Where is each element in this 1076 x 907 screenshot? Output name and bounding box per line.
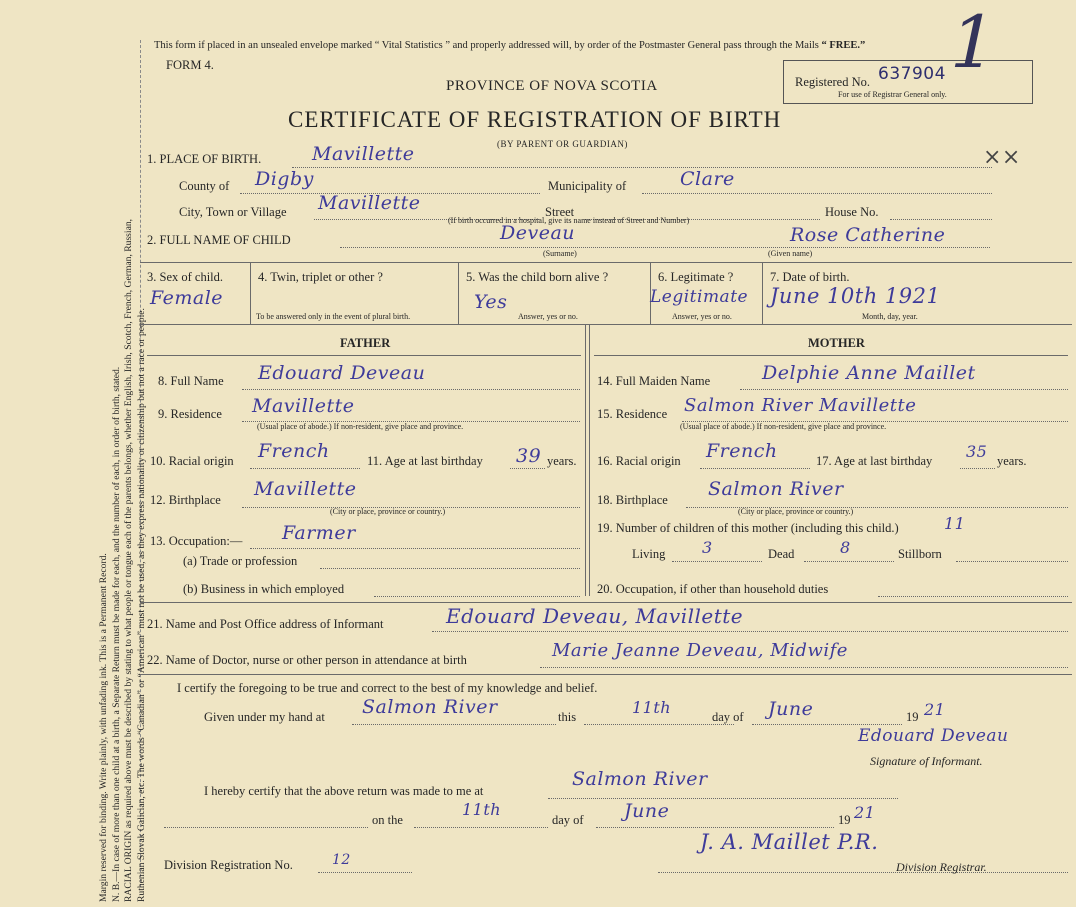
legitimate-label: 6. Legitimate ? xyxy=(658,270,734,284)
registrar-month-value: June xyxy=(624,800,670,822)
mother-age-line xyxy=(960,468,995,469)
mother-age-label: 17. Age at last birthday xyxy=(816,454,933,468)
margin-line-2: N. B.—In case of more than one child at a birth, a Separate Return must be made for each, and the number of each, in order of birth, stated. xyxy=(110,366,122,902)
row3-top-rule xyxy=(140,262,1072,263)
place-of-birth-line xyxy=(292,167,992,168)
alive-note: Answer, yes or no. xyxy=(518,312,578,321)
parents-divider xyxy=(585,324,586,596)
corner-mark: 1 xyxy=(941,0,1006,84)
child-surname-caption: (Surname) xyxy=(543,249,577,258)
municipality-line xyxy=(642,193,992,194)
registrar-day-line xyxy=(414,827,548,828)
doctor-label: 22. Name of Doctor, nurse or other person in attendance at birth xyxy=(147,653,467,667)
corner-scribble: ×× xyxy=(983,145,1021,170)
doctor-value: Marie Jeanne Deveau, Midwife xyxy=(552,640,848,661)
father-business-line xyxy=(374,596,580,597)
sex-value: Female xyxy=(150,287,224,309)
margin-instructions xyxy=(98,22,148,902)
registrar-place-value: Salmon River xyxy=(572,768,708,790)
division-line xyxy=(318,872,412,873)
street-label: Street xyxy=(545,205,575,219)
mother-racial-line xyxy=(700,468,810,469)
registrar-statement: I hereby certify that the above return was made to me at xyxy=(204,784,484,798)
given-day-label: day of xyxy=(712,710,744,724)
mother-living-value: 3 xyxy=(702,538,713,557)
registrar-year-prefix: 19 xyxy=(838,813,851,827)
mother-occupation-label: 20. Occupation, if other than household duties xyxy=(597,582,829,596)
father-birthplace-note: (City or place, province or country.) xyxy=(330,507,446,516)
division-label: Division Registration No. xyxy=(164,858,293,872)
alive-label: 5. Was the child born alive ? xyxy=(466,270,609,284)
registrar-lead-line xyxy=(164,827,368,828)
given-month-value: June xyxy=(768,698,814,720)
division-caption: Division Registrar. xyxy=(896,860,987,874)
place-of-birth-value: Mavillette xyxy=(312,143,415,165)
legitimate-value: Legitimate xyxy=(650,287,749,307)
informant-signature: Edouard Deveau xyxy=(858,726,1009,746)
given-this-label: this xyxy=(558,710,577,724)
given-label: Given under my hand at xyxy=(204,710,325,724)
father-residence-note: (Usual place of abode.) If non-resident, give place and province. xyxy=(257,422,464,431)
father-residence-label: 9. Residence xyxy=(158,407,222,421)
mother-stillborn-line xyxy=(956,561,1068,562)
father-birthplace-label: 12. Birthplace xyxy=(150,493,221,507)
birth-date-label: 7. Date of birth. xyxy=(770,270,850,284)
father-racial-line xyxy=(250,468,360,469)
certify-statement: I certify the foregoing to be true and correct to the best of my knowledge and belief. xyxy=(177,681,598,695)
father-occupation-value: Farmer xyxy=(282,522,356,544)
father-heading: FATHER xyxy=(340,336,391,350)
postal-note xyxy=(154,40,865,51)
given-place-value: Salmon River xyxy=(362,696,498,718)
mother-age-value: 35 xyxy=(966,442,988,461)
father-birthplace-value: Mavillette xyxy=(254,478,357,500)
margin-line-3: RACIAL ORIGIN as required above must be described by stating to what people or tongue each of the parents belongs, whether English, Irish, Scotch, French, German, Russian, xyxy=(123,218,134,902)
row3-divider-1 xyxy=(250,262,251,324)
twin-label: 4. Twin, triplet or other ? xyxy=(258,270,383,284)
alive-value: Yes xyxy=(474,291,508,313)
page-subtitle: (BY PARENT OR GUARDIAN) xyxy=(497,139,628,149)
mother-dead-label: Dead xyxy=(768,547,795,561)
municipality-value: Clare xyxy=(680,168,735,190)
twin-note: To be answered only in the event of plural birth. xyxy=(256,312,411,321)
father-age-label: 11. Age at last birthday xyxy=(367,454,483,468)
registrar-year-value: 21 xyxy=(854,803,876,822)
informant-label: 21. Name and Post Office address of Informant xyxy=(147,617,384,631)
child-name-line xyxy=(340,247,990,248)
mother-occupation-line xyxy=(878,596,1068,597)
mother-racial-value: French xyxy=(706,440,778,462)
given-year-prefix: 19 xyxy=(906,710,919,724)
county-label: County of xyxy=(179,179,230,193)
mother-name-line xyxy=(740,389,1068,390)
mother-living-label: Living xyxy=(632,547,666,561)
house-line xyxy=(890,219,992,220)
hospital-note: (If birth occurred in a hospital, give its name instead of Street and Number) xyxy=(448,216,690,225)
legitimate-note: Answer, yes or no. xyxy=(672,312,732,321)
municipality-label: Municipality of xyxy=(548,179,627,193)
city-label: City, Town or Village xyxy=(179,205,287,219)
father-racial-label: 10. Racial origin xyxy=(150,454,234,468)
signature-caption: Signature of Informant. xyxy=(870,754,983,768)
mother-children-value: 11 xyxy=(944,514,966,533)
certify-top-rule xyxy=(140,674,1072,675)
registrar-day-value: 11th xyxy=(462,800,502,819)
postal-note-text: This form if placed in an unsealed envelope marked “ Vital Statistics ” and properly addressed will, by order of the Postmaster General pass through the Mails xyxy=(154,40,819,51)
mother-residence-label: 15. Residence xyxy=(597,407,668,421)
father-business-label: (b) Business in which employed xyxy=(183,582,345,596)
mother-living-line xyxy=(672,561,762,562)
mother-name-label: 14. Full Maiden Name xyxy=(597,374,711,388)
given-day-value: 11th xyxy=(632,698,672,717)
doctor-line xyxy=(540,667,1068,668)
sex-label: 3. Sex of child. xyxy=(147,270,224,284)
father-trade-line xyxy=(320,568,580,569)
place-of-birth-label: 1. PLACE OF BIRTH. xyxy=(147,152,262,166)
child-surname-value: Deveau xyxy=(500,222,576,244)
parents-divider-2 xyxy=(589,324,590,596)
mother-birthplace-note: (City or place, province or country.) xyxy=(738,507,854,516)
page-title: CERTIFICATE OF REGISTRATION OF BIRTH xyxy=(288,107,782,132)
registrar-use-note: For use of Registrar General only. xyxy=(838,90,947,99)
father-racial-value: French xyxy=(258,440,330,462)
mother-racial-label: 16. Racial origin xyxy=(597,454,681,468)
province-heading: PROVINCE OF NOVA SCOTIA xyxy=(446,78,658,94)
registrar-day-label: day of xyxy=(552,813,584,827)
child-given-caption: (Given name) xyxy=(768,249,813,258)
registrar-place-line xyxy=(548,798,898,799)
father-age-line xyxy=(510,468,545,469)
father-residence-value: Mavillette xyxy=(252,395,355,417)
city-value: Mavillette xyxy=(318,192,421,214)
mother-residence-value: Salmon River Mavillette xyxy=(684,395,917,416)
mother-heading: MOTHER xyxy=(808,336,865,350)
division-value: 12 xyxy=(332,852,351,868)
margin-line-1: Margin reserved for binding. Write plainly, with unfading ink. This is a Permanent Record. xyxy=(98,553,109,902)
father-name-line xyxy=(242,389,580,390)
birth-date-value: June 10th 1921 xyxy=(770,284,941,308)
mother-birthplace-value: Salmon River xyxy=(708,478,844,500)
registrar-month-line xyxy=(596,827,834,828)
house-label: House No. xyxy=(825,205,879,219)
row3-divider-4 xyxy=(762,262,763,324)
registrar-on-label: on the xyxy=(372,813,403,827)
registrar-signature-line xyxy=(658,872,1068,873)
county-value: Digby xyxy=(255,168,314,190)
registered-label: Registered No. xyxy=(795,75,870,89)
mother-stillborn-label: Stillborn xyxy=(898,547,942,561)
row3-divider-2 xyxy=(458,262,459,324)
informant-value: Edouard Deveau, Mavillette xyxy=(446,604,744,628)
birth-date-note: Month, day, year. xyxy=(862,312,918,321)
father-age-value: 39 xyxy=(516,445,542,467)
father-occupation-line xyxy=(250,548,580,549)
informant-line xyxy=(432,631,1068,632)
form-number: FORM 4. xyxy=(166,58,214,72)
registered-number: 637904 xyxy=(878,64,946,84)
mother-dead-value: 8 xyxy=(840,538,851,557)
father-trade-label: (a) Trade or profession xyxy=(183,554,298,568)
mother-heading-rule xyxy=(594,355,1068,356)
row3-bottom-rule xyxy=(140,324,1072,325)
given-month-line xyxy=(752,724,902,725)
mother-birthplace-label: 18. Birthplace xyxy=(597,493,668,507)
father-name-value: Edouard Deveau xyxy=(258,362,426,384)
father-name-label: 8. Full Name xyxy=(158,374,224,388)
child-given-value: Rose Catherine xyxy=(790,224,946,246)
mother-residence-note: (Usual place of abode.) If non-resident, give place and province. xyxy=(680,422,887,431)
father-years-label: years. xyxy=(547,454,577,468)
father-occupation-label: 13. Occupation:— xyxy=(150,534,243,548)
given-place-line xyxy=(352,724,556,725)
mother-years-label: years. xyxy=(997,454,1027,468)
given-year-value: 21 xyxy=(924,700,946,719)
parents-bottom-rule xyxy=(140,602,1072,603)
father-heading-rule xyxy=(147,355,581,356)
mother-children-label: 19. Number of children of this mother (including this child.) xyxy=(597,521,899,535)
child-name-label: 2. FULL NAME OF CHILD xyxy=(147,233,291,247)
postal-note-free: “ FREE.” xyxy=(821,40,866,51)
mother-name-value: Delphie Anne Maillet xyxy=(762,362,976,384)
margin-line-4: Ruthenian Slovak Galician, etc. The words “Canadian” or “American” must not be used, as they express nationality or citizenship but not a race or people. xyxy=(135,308,147,902)
registrar-signature: J. A. Maillet P.R. xyxy=(700,830,879,854)
mother-dead-line xyxy=(804,561,894,562)
